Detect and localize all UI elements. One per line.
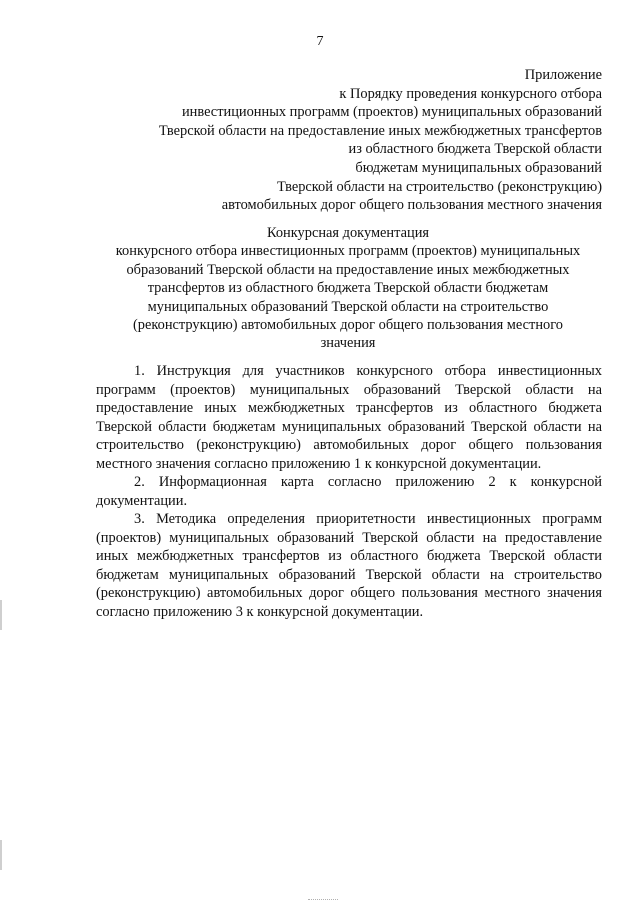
appendix-header [82, 66, 602, 215]
appendix-line: бюджетам муниципальных образований [355, 159, 602, 176]
appendix-line: Тверской области на предоставление иных межбюджетных трансфертов [158, 122, 602, 139]
appendix-line: Приложение [524, 67, 602, 83]
appendix-line: из областного бюджета Тверской области [348, 141, 602, 158]
title-line: муниципальных образований Тверской области на строительство [147, 298, 549, 315]
title-line: (реконструкцию) автомобильных дорог общего пользования местного [133, 317, 563, 334]
appendix-line: Тверской области на строительство (реконструкцию) [277, 178, 602, 195]
paragraph-item-1: 1. Инструкция для участников конкурсного отбора инвестиционных программ (проектов) муниципальных образований Тверской области на предоставление иных межбюджетных трансфертов из областного бюджета Тверской области бюджетам муниципальных образований Тверской области на строительство (реконструкцию) автомобильных дорог общего пользования местного значения согласно приложению 1 к конкурсной документации. [96, 363, 602, 472]
scan-margin-mark [0, 840, 2, 870]
title-line: образований Тверской области на предоставление иных межбюджетных [126, 261, 570, 278]
title-line: конкурсного отбора инвестиционных программ (проектов) муниципальных [115, 243, 581, 260]
title-line: трансфертов из областного бюджета Тверской области бюджетам [147, 280, 549, 297]
scan-footer-mark [308, 899, 338, 901]
appendix-line: к Порядку проведения конкурсного отбора [339, 85, 602, 102]
appendix-line: автомобильных дорог общего пользования местного значения [221, 197, 602, 214]
title-line: Конкурсная документация [266, 225, 430, 241]
document-title [92, 224, 604, 353]
document-body [96, 362, 602, 621]
paragraph-item-3: 3. Методика определения приоритетности инвестиционных программ (проектов) муниципальных образований Тверской области на предоставление иных межбюджетных трансфертов из областного бюджета Тверской области бюджетам муниципальных образований Тверской области на строительство (реконструкцию) автомобильных дорог общего пользования местного значения согласно приложению 3 к конкурсной документации. [96, 511, 602, 620]
scan-margin-mark [0, 600, 2, 630]
paragraph-item-2: 2. Информационная карта согласно приложению 2 к конкурсной документации. [96, 474, 602, 509]
appendix-line: инвестиционных программ (проектов) муниципальных образований [181, 104, 602, 121]
page-number: 7 [316, 34, 324, 49]
title-line: значения [320, 335, 376, 352]
